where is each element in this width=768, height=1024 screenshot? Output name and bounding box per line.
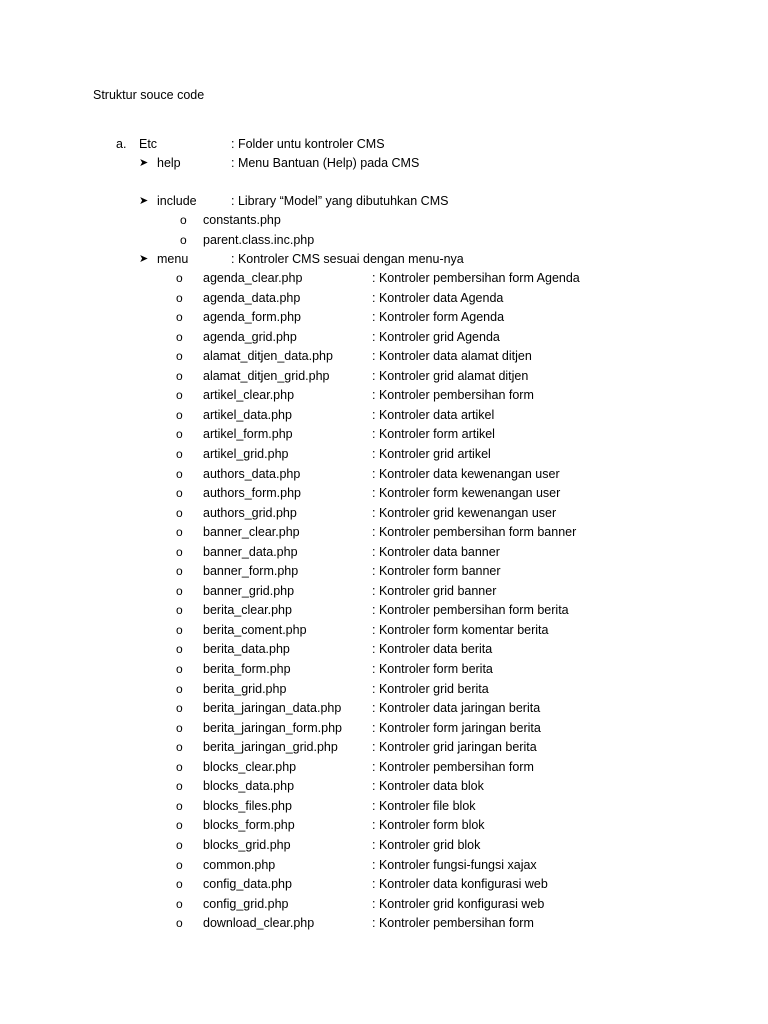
menu-file-name: agenda_form.php xyxy=(203,310,301,324)
circle-bullet-icon: o xyxy=(176,877,183,891)
circle-bullet-icon: o xyxy=(176,467,183,481)
section-marker: a. xyxy=(116,137,127,151)
circle-bullet-icon: o xyxy=(176,427,183,441)
circle-bullet-icon: o xyxy=(176,349,183,363)
menu-file-name: berita_grid.php xyxy=(203,682,287,696)
circle-bullet-icon: o xyxy=(176,623,183,637)
menu-file-desc: : Kontroler pembersihan form xyxy=(372,388,534,402)
circle-bullet-icon: o xyxy=(176,408,183,422)
menu-file-desc: : Kontroler data artikel xyxy=(372,408,495,422)
menu-file-name: config_data.php xyxy=(203,877,292,891)
menu-file-desc: : Kontroler form komentar berita xyxy=(372,623,549,637)
menu-file-name: blocks_grid.php xyxy=(203,838,291,852)
group-name-help: help xyxy=(157,156,181,170)
group-desc-help: : Menu Bantuan (Help) pada CMS xyxy=(231,156,420,170)
section-desc: : Folder untu kontroler CMS xyxy=(231,137,385,151)
menu-file-desc: : Kontroler grid konfigurasi web xyxy=(372,897,545,911)
circle-bullet-icon: o xyxy=(176,310,183,324)
menu-file-name: blocks_files.php xyxy=(203,799,292,813)
menu-file-name: agenda_data.php xyxy=(203,291,301,305)
circle-bullet-icon: o xyxy=(176,388,183,402)
circle-bullet-icon: o xyxy=(176,545,183,559)
menu-file-desc: : Kontroler grid blok xyxy=(372,838,481,852)
circle-bullet-icon: o xyxy=(176,564,183,578)
menu-file-desc: : Kontroler data blok xyxy=(372,779,484,793)
circle-bullet-icon: o xyxy=(176,799,183,813)
menu-file-desc: : Kontroler form jaringan berita xyxy=(372,721,541,735)
menu-file-name: berita_data.php xyxy=(203,642,290,656)
circle-bullet-icon: o xyxy=(176,642,183,656)
menu-file-desc: : Kontroler pembersihan form xyxy=(372,760,534,774)
menu-file-name: authors_form.php xyxy=(203,486,301,500)
section-name: Etc xyxy=(139,137,158,151)
menu-file-name: agenda_grid.php xyxy=(203,330,297,344)
menu-file-name: blocks_form.php xyxy=(203,818,295,832)
menu-file-desc: : Kontroler pembersihan form banner xyxy=(372,525,577,539)
circle-bullet-icon: o xyxy=(176,486,183,500)
menu-file-name: berita_form.php xyxy=(203,662,291,676)
menu-file-name: berita_jaringan_grid.php xyxy=(203,740,338,754)
menu-file-name: banner_clear.php xyxy=(203,525,300,539)
menu-file-desc: : Kontroler form blok xyxy=(372,818,485,832)
circle-bullet-icon: o xyxy=(176,779,183,793)
group-name-menu: menu xyxy=(157,252,189,266)
circle-bullet-icon: o xyxy=(176,369,183,383)
menu-file-name: common.php xyxy=(203,858,276,872)
menu-file-desc: : Kontroler form banner xyxy=(372,564,501,578)
circle-bullet-icon: o xyxy=(176,897,183,911)
menu-file-desc: : Kontroler pembersihan form xyxy=(372,916,534,930)
circle-bullet-icon: o xyxy=(176,447,183,461)
circle-bullet-icon: o xyxy=(176,701,183,715)
menu-file-desc: : Kontroler grid alamat ditjen xyxy=(372,369,529,383)
menu-file-name: artikel_grid.php xyxy=(203,447,289,461)
circle-bullet-icon: o xyxy=(180,233,187,247)
circle-bullet-icon: o xyxy=(176,858,183,872)
menu-file-desc: : Kontroler form Agenda xyxy=(372,310,505,324)
menu-file-desc: : Kontroler form berita xyxy=(372,662,493,676)
menu-file-name: download_clear.php xyxy=(203,916,315,930)
menu-file-desc: : Kontroler data konfigurasi web xyxy=(372,877,548,891)
menu-file-name: berita_coment.php xyxy=(203,623,307,637)
arrow-bullet-icon: ➤ xyxy=(139,253,149,265)
page-title: Struktur souce code xyxy=(93,88,205,102)
circle-bullet-icon: o xyxy=(176,291,183,305)
menu-file-name: berita_jaringan_form.php xyxy=(203,721,342,735)
menu-file-desc: : Kontroler grid artikel xyxy=(372,447,491,461)
group-desc-include: : Library “Model” yang dibutuhkan CMS xyxy=(231,194,449,208)
menu-file-desc: : Kontroler grid berita xyxy=(372,682,489,696)
menu-file-desc: : Kontroler file blok xyxy=(372,799,476,813)
circle-bullet-icon: o xyxy=(176,760,183,774)
circle-bullet-icon: o xyxy=(176,603,183,617)
menu-file-desc: : Kontroler grid kewenangan user xyxy=(372,506,557,520)
menu-file-desc: : Kontroler grid banner xyxy=(372,584,497,598)
include-file-1: parent.class.inc.php xyxy=(203,233,315,247)
group-desc-menu: : Kontroler CMS sesuai dengan menu-nya xyxy=(231,252,464,266)
menu-file-desc: : Kontroler grid Agenda xyxy=(372,330,500,344)
menu-file-name: blocks_clear.php xyxy=(203,760,297,774)
menu-file-desc: : Kontroler data Agenda xyxy=(372,291,504,305)
menu-file-name: agenda_clear.php xyxy=(203,271,303,285)
circle-bullet-icon: o xyxy=(176,662,183,676)
circle-bullet-icon: o xyxy=(176,740,183,754)
menu-file-name: artikel_data.php xyxy=(203,408,292,422)
menu-file-desc: : Kontroler data jaringan berita xyxy=(372,701,541,715)
menu-file-name: banner_data.php xyxy=(203,545,298,559)
menu-file-name: artikel_form.php xyxy=(203,427,293,441)
menu-file-name: artikel_clear.php xyxy=(203,388,295,402)
menu-file-desc: : Kontroler pembersihan form Agenda xyxy=(372,271,580,285)
circle-bullet-icon: o xyxy=(176,818,183,832)
circle-bullet-icon: o xyxy=(176,721,183,735)
arrow-bullet-icon: ➤ xyxy=(139,157,149,169)
circle-bullet-icon: o xyxy=(176,682,183,696)
menu-file-name: berita_clear.php xyxy=(203,603,292,617)
menu-file-desc: : Kontroler form artikel xyxy=(372,427,495,441)
circle-bullet-icon: o xyxy=(176,916,183,930)
menu-file-name: blocks_data.php xyxy=(203,779,295,793)
menu-file-name: berita_jaringan_data.php xyxy=(203,701,342,715)
menu-file-name: authors_data.php xyxy=(203,467,301,481)
group-name-include: include xyxy=(157,194,197,208)
menu-file-desc: : Kontroler data berita xyxy=(372,642,493,656)
circle-bullet-icon: o xyxy=(176,271,183,285)
menu-file-name: config_grid.php xyxy=(203,897,289,911)
menu-file-desc: : Kontroler data kewenangan user xyxy=(372,467,560,481)
circle-bullet-icon: o xyxy=(176,506,183,520)
circle-bullet-icon: o xyxy=(176,584,183,598)
circle-bullet-icon: o xyxy=(180,213,187,227)
arrow-bullet-icon: ➤ xyxy=(139,195,149,207)
menu-file-desc: : Kontroler data banner xyxy=(372,545,500,559)
menu-file-name: authors_grid.php xyxy=(203,506,297,520)
menu-file-desc: : Kontroler grid jaringan berita xyxy=(372,740,537,754)
menu-file-name: banner_form.php xyxy=(203,564,299,578)
circle-bullet-icon: o xyxy=(176,525,183,539)
menu-file-desc: : Kontroler data alamat ditjen xyxy=(372,349,532,363)
include-file-0: constants.php xyxy=(203,213,281,227)
menu-file-name: banner_grid.php xyxy=(203,584,295,598)
circle-bullet-icon: o xyxy=(176,330,183,344)
circle-bullet-icon: o xyxy=(176,838,183,852)
menu-file-name: alamat_ditjen_grid.php xyxy=(203,369,330,383)
menu-file-name: alamat_ditjen_data.php xyxy=(203,349,333,363)
menu-file-desc: : Kontroler pembersihan form berita xyxy=(372,603,569,617)
menu-file-desc: : Kontroler fungsi-fungsi xajax xyxy=(372,858,537,872)
menu-file-desc: : Kontroler form kewenangan user xyxy=(372,486,561,500)
